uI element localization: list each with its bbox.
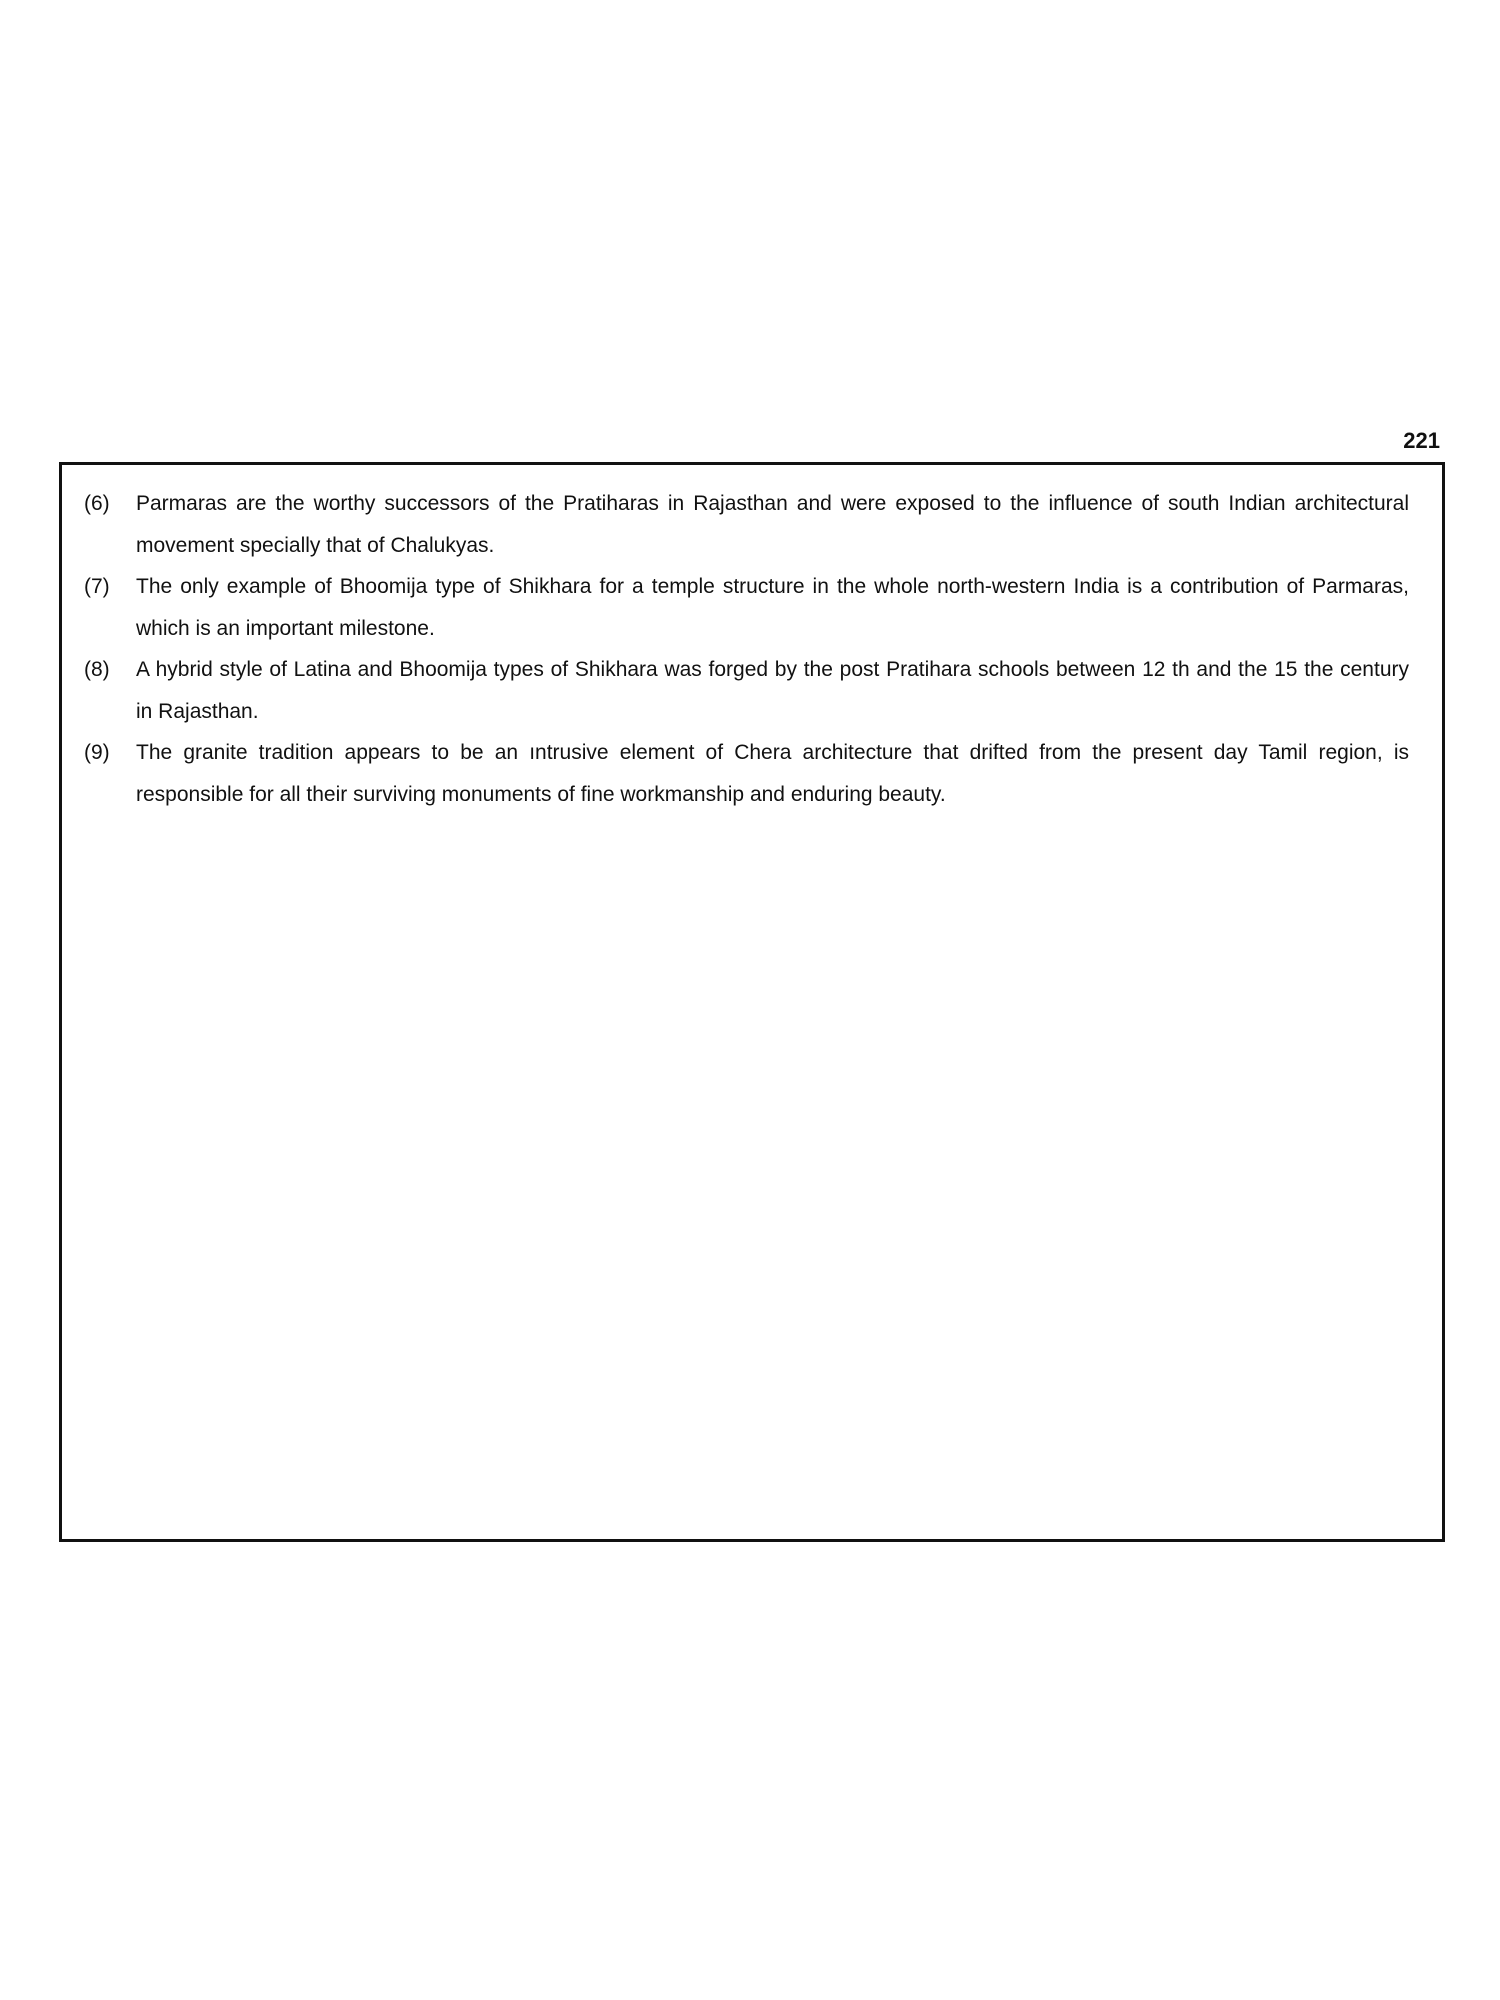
list-item (84, 649, 1409, 732)
content-box (59, 462, 1445, 1542)
list-item (84, 483, 1409, 566)
list-item-number: (9) (84, 741, 110, 764)
list-item-text: The granite tradition appears to be an ıntrusive element of Chera architecture that drifted from the present day Tamil region, is responsible for all their surviving monuments of fine workmanship and enduring beauty. (136, 741, 1409, 806)
list-item-number: (6) (84, 492, 110, 515)
list-item-text: A hybrid style of Latina and Bhoomija types of Shikhara was forged by the post Pratihara schools between 12 th and the 15 the century in Rajasthan. (136, 658, 1409, 723)
list-item (84, 566, 1409, 649)
list-item (84, 732, 1409, 815)
list-item-text: Parmaras are the worthy successors of the Pratiharas in Rajasthan and were exposed to the influence of south Indian architectural movement specially that of Chalukyas. (136, 492, 1409, 557)
numbered-point-list (84, 483, 1409, 815)
list-item-number: (7) (84, 575, 110, 598)
list-item-number: (8) (84, 658, 110, 681)
page-number: 221 (1403, 428, 1440, 453)
list-item-text: The only example of Bhoomija type of Shikhara for a temple structure in the whole north-western India is a contribution of Parmaras, which is an important milestone. (136, 575, 1409, 640)
